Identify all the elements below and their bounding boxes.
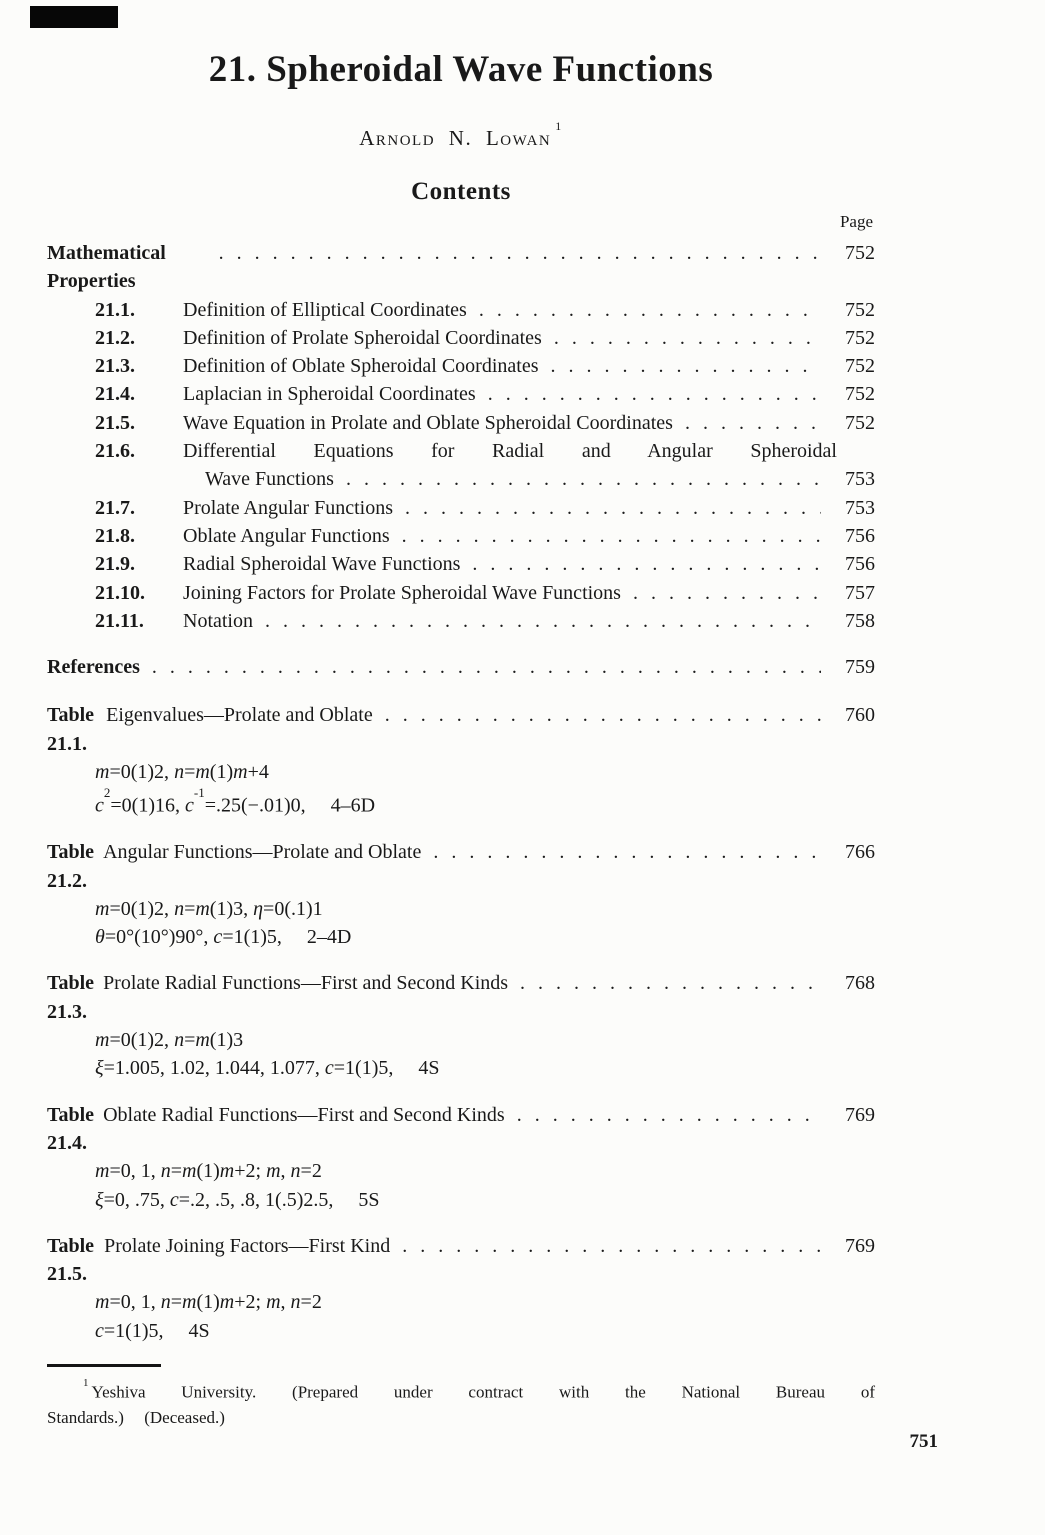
dot-leader [385,701,821,758]
page-number: 758 [845,609,875,632]
footnote-mark: 1 [83,1377,89,1389]
footnote [47,1364,875,1430]
section-title: Laplacian in Spheroidal Coordinates [183,383,476,406]
section-number: 21.4. [95,383,135,406]
author-line [47,120,875,151]
toc-row [47,522,875,550]
section-number: 21.3. [95,355,135,378]
toc-row [47,579,875,607]
toc-row [47,550,875,578]
table-parameters-line: m=0(1)2, n=m(1)3 [95,1029,244,1052]
dot-leader [433,838,821,895]
toc-entry-label: References [47,656,140,679]
toc-row [47,607,875,635]
chapter-title: 21. Spheroidal Wave Functions [208,49,714,90]
table-label: Table 21.3. [47,972,95,1023]
dot-leader [402,522,821,550]
dot-leader [520,969,821,1026]
dot-leader [152,653,821,681]
dot-leader [554,324,821,352]
section-number: 21.9. [95,553,135,576]
table-list [47,701,875,1345]
dot-leader [488,380,821,408]
toc-row-references [47,653,875,681]
table-entry [47,838,875,951]
page-number: 769 [845,1234,875,1257]
section-number: 21.2. [95,326,135,349]
toc-row [47,296,875,324]
table-parameters-line: $c^2=0(1)16$, $c^{-1}=.25(-.01)0$, 4–6D [95,785,376,817]
page-number: 752 [845,242,875,264]
page-number: 766 [845,841,875,864]
table-heading-row [47,701,875,758]
table-heading-row [47,838,875,895]
section-title: Prolate Angular Functions [183,496,393,519]
page-number: 756 [845,524,875,547]
section-number: 21.5. [95,411,135,434]
table-entry [47,969,875,1082]
dot-leader [472,550,821,578]
scan-artifact-bar [30,6,118,28]
table-title: Oblate Radial Functions—First and Second Kinds [103,1103,505,1126]
table-label: Table 21.5. [47,1234,95,1286]
toc-row-properties [47,239,875,296]
dot-leader [479,296,821,324]
page-number: 768 [845,972,875,995]
footnote-text-line-1: $^1$ Yeshiva University. (Prepared under contract with the National Bureau of [83,1377,875,1402]
section-title: Wave Equation in Prolate and Oblate Spheroidal Coordinates [183,411,673,434]
section-title: Radial Spheroidal Wave Functions [183,553,461,576]
table-parameters-line: m=0(1)2, n=m(1)3, η=0(.1)1 [95,897,323,920]
section-number: 21.10. [95,581,145,604]
toc-row [47,494,875,522]
table-parameters-line: m=0(1)2, n=m(1)m+4 [95,761,269,784]
page-number: 752 [845,326,875,349]
section-title: Differential Equations for Radial and Angular Spheroidal [183,440,837,463]
section-number: 21.1. [95,298,135,321]
page-number: 753 [845,468,875,491]
dot-leader [346,465,821,493]
section-number: 21.8. [95,524,135,547]
table-parameters-line: m=0, 1, n=m(1)m+2; m, n=2 [95,1291,322,1314]
folio-page-number: 751 [909,1431,938,1452]
table-heading-row [47,969,875,1026]
table-entry [47,701,875,820]
toc-entry-label: Mathematical Properties [47,242,166,293]
table-of-contents [47,239,875,1345]
table-heading-row [47,1101,875,1158]
section-title: Definition of Oblate Spheroidal Coordinates [183,355,539,378]
page-column-label: Page [839,212,873,231]
section-title: Definition of Elliptical Coordinates [183,298,467,321]
dot-leader [219,239,821,296]
section-title: Notation [183,609,253,632]
table-heading-row [47,1232,875,1289]
page-number: 752 [845,298,875,321]
section-number: 21.7. [95,496,135,519]
table-title: Eigenvalues—Prolate and Oblate [106,704,373,727]
page-number: 753 [845,496,875,519]
table-label: Table 21.1. [47,704,95,755]
page-content [47,0,875,1345]
toc-row [47,380,875,408]
author-footnote-mark: 1 [555,119,563,133]
table-parameters-line: c=1(1)5, 4S [95,1319,210,1342]
page-number: 757 [845,581,875,604]
section-title: Oblate Angular Functions [183,524,390,547]
section-number: 21.11. [95,609,144,632]
page-number: 752 [845,355,875,378]
toc-row [47,324,875,352]
table-label: Table 21.2. [47,841,95,892]
table-title: Prolate Joining Factors—First Kind [104,1234,391,1257]
table-parameters-line: m=0, 1, n=m(1)m+2; m, n=2 [95,1160,322,1183]
table-entry [47,1232,875,1345]
dot-leader [265,607,821,635]
toc-row [47,409,875,437]
dot-leader [550,352,821,380]
table-parameters-line: ξ=1.005, 1.02, 1.044, 1.077, c=1(1)5, 4S [95,1057,440,1080]
footnote-text-line-2: Standards.) (Deceased.) [47,1407,225,1427]
page-number: 760 [845,704,875,727]
table-parameters-line: ξ=0, .75, c=.2, .5, .8, 1(.5)2.5, 5S [95,1188,380,1211]
page-number: 769 [845,1103,875,1126]
table-label: Table 21.4. [47,1103,95,1154]
toc-row [47,352,875,380]
contents-heading: Contents [411,178,511,205]
section-title: Joining Factors for Prolate Spheroidal Wave Functions [183,581,621,604]
dot-leader [402,1232,821,1289]
table-entry [47,1101,875,1214]
table-title: Angular Functions—Prolate and Oblate [103,841,422,864]
page-number: 752 [845,411,875,434]
dot-leader [517,1101,821,1158]
toc-row-continuation [47,465,875,493]
page-number: 752 [845,383,875,406]
page-number: 756 [845,553,875,576]
section-number: 21.6. [95,440,135,463]
table-parameters-line: θ=0°(10°)90°, c=1(1)5, 2–4D [95,926,352,949]
section-title: Definition of Prolate Spheroidal Coordinates [183,326,542,349]
table-title: Prolate Radial Functions—First and Second Kinds [103,972,509,995]
toc-row [47,437,875,465]
dot-leader [685,409,821,437]
page-number: 759 [845,656,875,679]
dot-leader [405,494,821,522]
author-name: Arnold N. Lowan [359,126,552,150]
section-title-continued: Wave Functions [205,468,334,491]
dot-leader [633,579,821,607]
footnote-rule [47,1364,161,1367]
